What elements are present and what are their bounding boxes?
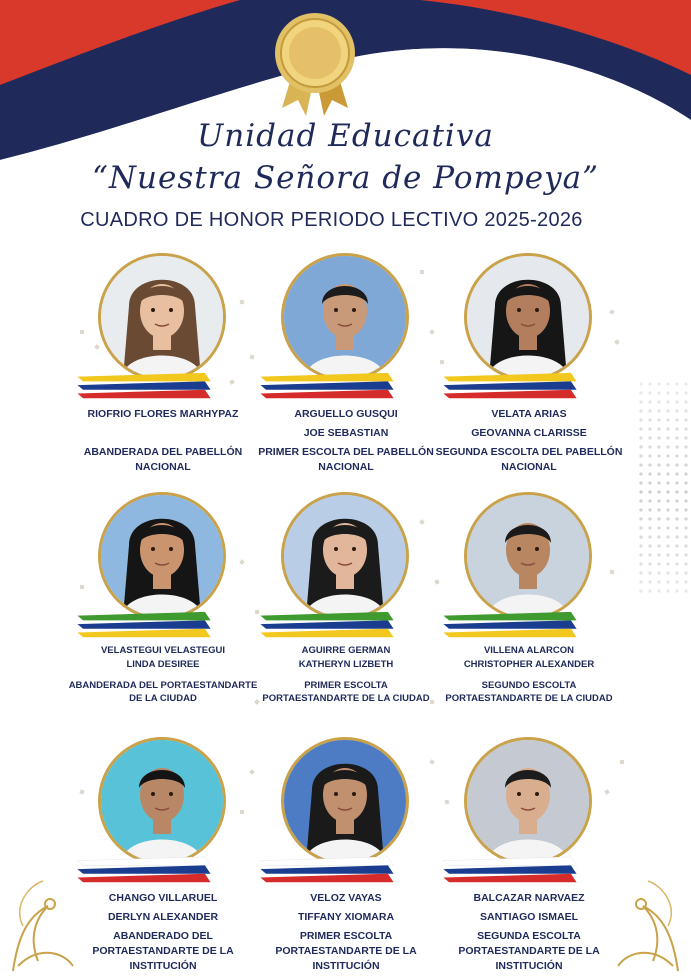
student-role-line: PORTAESTANDARTE DE LA: [275, 945, 417, 957]
student-photo: [98, 492, 226, 620]
student-name-line: RIOFRIO FLORES MARHYPAZ: [87, 408, 239, 420]
student-name-line: LINDA DESIREE: [126, 659, 200, 670]
student-photo: [281, 737, 409, 865]
student-name-line: VELOZ VAYAS: [310, 892, 382, 904]
student-photo: [98, 253, 226, 381]
confetti-decoration: [240, 810, 244, 814]
student-name-line: AGUIRRE GERMAN: [301, 645, 391, 656]
student-card: [246, 253, 446, 473]
confetti-decoration: [430, 700, 435, 705]
student-name-line: KATHERYN LIZBETH: [298, 659, 394, 670]
national-flag-ribbon: [254, 371, 400, 401]
student-card: [429, 737, 629, 972]
student-photo-image: [467, 256, 589, 378]
student-role: [429, 679, 629, 705]
student-name: [246, 405, 446, 443]
school-name-line1: Unidad Educativa: [197, 118, 494, 154]
student-role-line: SEGUNDA ESCOLTA: [477, 930, 581, 942]
confetti-decoration: [255, 610, 259, 614]
student-card: [63, 492, 263, 702]
student-role-line: SEGUNDA ESCOLTA DEL PABELLÓN: [435, 446, 623, 458]
right-ornament-icon: [613, 866, 683, 976]
student-photo-image: [284, 740, 406, 862]
city-flag-ribbon: [71, 610, 217, 640]
left-ornament-icon: [8, 866, 78, 976]
student-photo-image: [467, 740, 589, 862]
student-photo-image: [101, 740, 223, 862]
student-role-line: PORTAESTANDARTE DE LA CIUDAD: [445, 693, 613, 704]
student-role: [63, 445, 263, 475]
student-name: [429, 889, 629, 927]
student-name-line: BALCAZAR NARVAEZ: [473, 892, 585, 904]
student-photo-image: [101, 256, 223, 378]
student-role-line: PRIMER ESCOLTA: [299, 930, 393, 942]
student-name-line: GEOVANNA CLARISSE: [471, 427, 587, 439]
honor-roll-title: CUADRO DE HONOR PERIODO LECTIVO 2025-2026: [80, 209, 583, 231]
student-photo-image: [101, 495, 223, 617]
student-name-line: DERLYN ALEXANDER: [107, 911, 219, 923]
national-flag-ribbon: [71, 371, 217, 401]
student-role-line: PORTAESTANDARTE DE LA: [458, 945, 600, 957]
student-role: [429, 445, 629, 475]
student-photo-image: [284, 495, 406, 617]
student-name-line: CHRISTOPHER ALEXANDER: [463, 659, 595, 670]
student-name-line: CHANGO VILLARUEL: [108, 892, 218, 904]
student-name: [429, 644, 629, 672]
student-role-line: PORTAESTANDARTE DE LA CIUDAD: [262, 693, 430, 704]
student-role: [429, 929, 629, 974]
student-name-line: SANTIAGO ISMAEL: [479, 911, 578, 923]
student-name: [63, 889, 263, 927]
dot-pattern-decoration: [637, 380, 689, 596]
student-name: [63, 405, 263, 424]
student-name: [429, 405, 629, 443]
student-name: [63, 644, 263, 672]
student-photo: [464, 492, 592, 620]
student-role: [63, 679, 263, 705]
student-role: [246, 445, 446, 475]
student-photo: [464, 253, 592, 381]
student-card: [63, 737, 263, 972]
city-flag-ribbon: [437, 610, 583, 640]
student-role-line: INSTITUCIÓN: [129, 960, 197, 972]
student-card: [246, 737, 446, 972]
student-role-line: PORTAESTANDARTE DE LA: [92, 945, 234, 957]
student-role-line: INSTITUCIÓN: [312, 960, 380, 972]
student-name-line: JOE SEBASTIAN: [303, 427, 389, 439]
student-photo-image: [284, 256, 406, 378]
institution-flag-ribbon: [71, 855, 217, 885]
student-card: [246, 492, 446, 702]
student-role-line: NACIONAL: [135, 461, 191, 473]
confetti-decoration: [420, 270, 424, 274]
student-role-line: PRIMER ESCOLTA DEL PABELLÓN: [258, 446, 434, 458]
student-role: [246, 929, 446, 974]
confetti-decoration: [80, 330, 84, 334]
student-role-line: DE LA CIUDAD: [129, 693, 197, 704]
student-role-line: ABANDERADO DEL: [113, 930, 213, 942]
student-role-line: NACIONAL: [318, 461, 374, 473]
institution-flag-ribbon: [437, 855, 583, 885]
institution-flag-ribbon: [254, 855, 400, 885]
student-photo-image: [467, 495, 589, 617]
confetti-decoration: [620, 760, 624, 764]
student-card: [429, 492, 629, 702]
student-role-line: ABANDERADA DEL PORTAESTANDARTE: [68, 680, 258, 691]
city-flag-ribbon: [254, 610, 400, 640]
student-role-line: NACIONAL: [501, 461, 557, 473]
student-role-line: SEGUNDO ESCOLTA: [481, 680, 577, 691]
student-name-line: VELASTEGUI VELASTEGUI: [100, 645, 226, 656]
student-name: [246, 889, 446, 927]
student-card: [63, 253, 263, 473]
school-name-line2: “Nuestra Señora de Pompeya”: [92, 160, 599, 196]
student-name: [246, 644, 446, 672]
student-role-line: INSTITUCIÓN: [495, 960, 563, 972]
national-flag-ribbon: [437, 371, 583, 401]
student-role-line: PRIMER ESCOLTA: [304, 680, 388, 691]
student-role-line: ABANDERADA DEL PABELLÓN: [83, 446, 243, 458]
student-name-line: VELATA ARIAS: [491, 408, 567, 420]
student-role: [63, 929, 263, 974]
student-photo: [281, 492, 409, 620]
student-photo: [281, 253, 409, 381]
student-name-line: ARGUELLO GUSQUI: [294, 408, 398, 420]
gold-medal-icon: [272, 8, 358, 118]
student-name-line: VILLENA ALARCON: [483, 645, 575, 656]
confetti-decoration: [80, 585, 85, 590]
student-photo: [464, 737, 592, 865]
student-card: [429, 253, 629, 473]
student-role: [246, 679, 446, 705]
confetti-decoration: [440, 360, 445, 365]
student-photo: [98, 737, 226, 865]
student-name-line: TIFFANY XIOMARA: [297, 911, 395, 923]
